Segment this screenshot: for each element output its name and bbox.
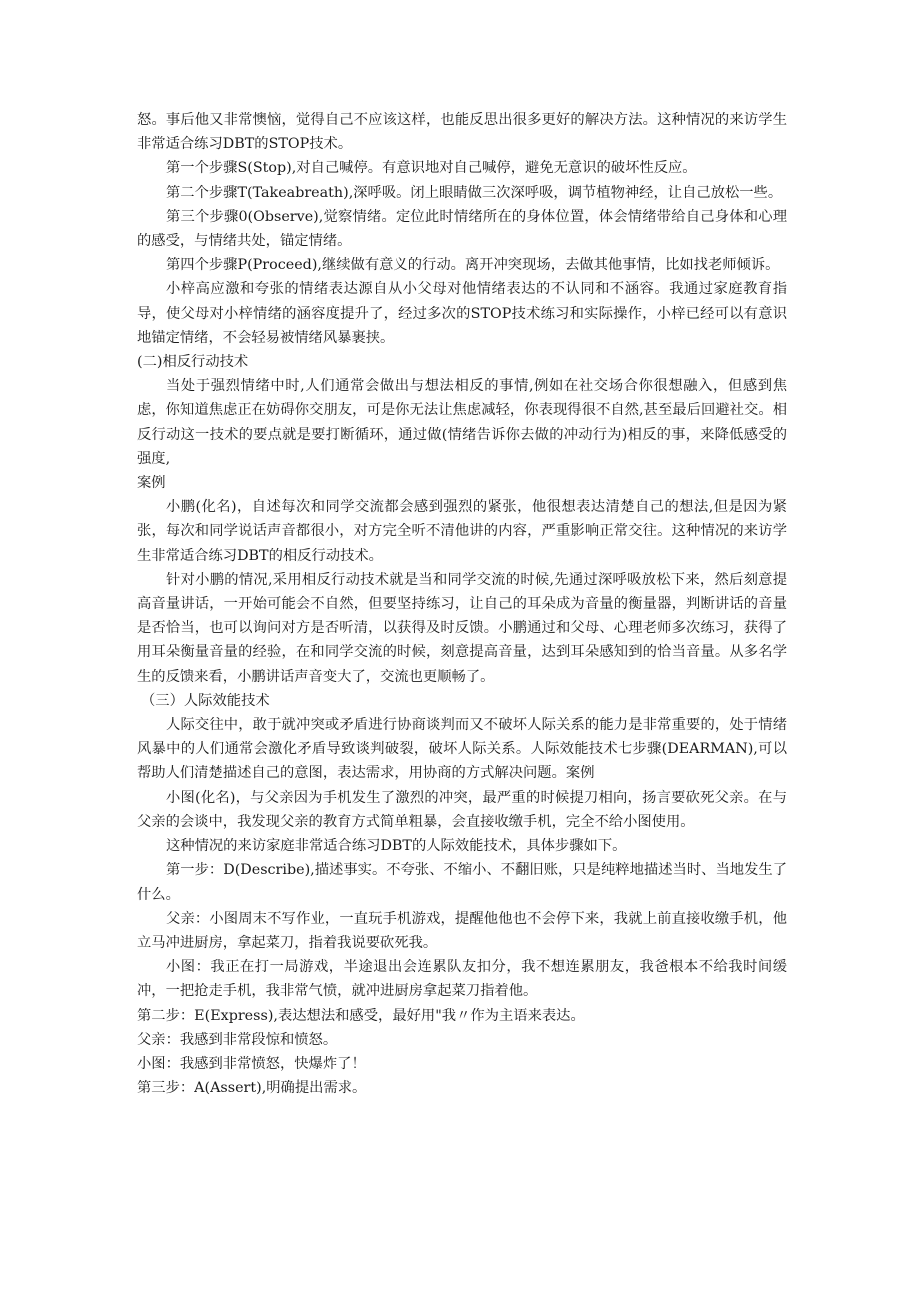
paragraph-xiaotu-express: 小图：我感到非常愤怒，快爆炸了！ — [137, 1055, 366, 1072]
paragraph-steps-lead: 这种情况的来访家庭非常适合练习DBT的人际效能技术，具体步骤如下。 — [166, 838, 627, 855]
section-heading-opposite-action: (二)相反行动技术 — [137, 354, 249, 371]
paragraph-step-express: 第二步：E(Express),表达想法和感受，最好用"我〃作为主语来表达。 — [137, 1007, 585, 1024]
paragraph-xiaopeng-case: 小鹏(化名)，自述每次和同学交流都会感到强烈的紧张，他很想表达清楚自己的想法,但是因为紧张，每次和同学说话声音都很小，对方完全听不清他讲的内容，严重影响正常交往。这种情况的来访学生非常适合练习DBT的相反行动技术。 — [137, 499, 787, 564]
paragraph-step-describe: 第一步：D(Describe),描述事实。不夸张、不缩小、不翻旧账，只是纯粹地描述当时、当地发生了什么。 — [137, 862, 787, 903]
paragraph-step-assert: 第三步：A(Assert),明确提出需求。 — [137, 1080, 367, 1097]
section-heading-interpersonal: （三）人际效能技术 — [141, 692, 270, 709]
paragraph-step-observe: 第三个步骤0(Observe),觉察情绪。定位此时情绪所在的身体位置，体会情绪带给自己身体和心理的感受，与情绪共处，锚定情绪。 — [137, 208, 787, 250]
case-label: 案例 — [137, 475, 166, 492]
paragraph-opposite-action-intro: 当处于强烈情绪中时,人们通常会做出与想法相反的事情,例如在社交场合你很想融入，但感到焦虑，你知道焦虑正在妨碍你交朋友，可是你无法让焦虑减轻，你表现得很不自然,甚至最后回避社交。相反行动这一技术的要点就是要打断循环，通过做(情绪告诉你去做的冲动行为)相反的事，来降低感受的强度, — [137, 378, 787, 467]
paragraph-step-stop: 第一个步骤S(Stop),对自己喊停。有意识地对自己喊停，避免无意识的破坏性反应。 — [166, 160, 697, 177]
paragraph-xiaopeng-practice: 针对小鹏的情况,采用相反行动技术就是当和同学交流的时候,先通过深呼吸放松下来，然后刻意提高音量讲话，一开始可能会不自然，但要坚持练习，让自己的耳朵成为音量的衡量器，判断讲话的音量是否恰当，也可以询问对方是否听清，以获得及时反馈。小鹏通过和父母、心理老师多次练习，获得了用耳朵衡量音量的经验，在和同学交流的时候，刻意提高音量，达到耳朵感知到的恰当音量。从多名学生的反馈来看，小鹏讲话声音变大了，交流也更顺畅了。 — [137, 571, 787, 685]
document-page — [137, 108, 787, 1100]
paragraph-father-describe: 父亲：小图周末不写作业，一直玩手机游戏，提醒他他也不会停下来，我就上前直接收缴手机，他立马冲进厨房，拿起菜刀，指着我说要砍死我。 — [137, 910, 787, 951]
paragraph-step-proceed: 第四个步骤P(Proceed),继续做有意义的行动。离开冲突现场，去做其他事情，比如找老师倾诉。 — [166, 257, 780, 274]
paragraph-xiaotu-case: 小图(化名)，与父亲因为手机发生了激烈的冲突，最严重的时候提刀相向，扬言要砍死父亲。在与父亲的会谈中，我发现父亲的教育方式简单粗暴，会直接收缴手机，完全不给小图使用。 — [137, 789, 787, 830]
paragraph-stop-intro-end: 怒。事后他又非常懊恼，觉得自己不应该这样，也能反思出很多更好的解决方法。这种情况的来访学生非常适合练习DBT的STOP技术。 — [137, 112, 787, 153]
paragraph-interpersonal-intro: 人际交往中，敢于就冲突或矛盾进行协商谈判而又不破坏人际关系的能力是非常重要的，处于情绪风暴中的人们通常会激化矛盾导致谈判破裂，破坏人际关系。人际效能技术七步骤(DEARMAN),可以帮助人们清楚描述自己的意图，表达需求，用协商的方式解决问题。案例 — [137, 717, 787, 782]
paragraph-step-breath: 第二个步骤T(Takeabreath),深呼吸。闭上眼睛做三次深呼吸，调节植物神经，让自己放松一些。 — [166, 184, 783, 201]
paragraph-xiaozi-summary: 小梓高应激和夸张的情绪表达源自从小父母对他情绪表达的不认同和不涵容。我通过家庭教育指导，使父母对小梓情绪的涵容度提升了，经过多次的STOP技术练习和实际操作，小梓已经可以有意识地锚定情绪，不会轻易被情绪风暴裹挟。 — [137, 281, 787, 346]
paragraph-father-express: 父亲：我感到非常段惊和愤怒。 — [137, 1031, 338, 1048]
paragraph-xiaotu-describe: 小图：我正在打一局游戏，半途退出会连累队友扣分，我不想连累朋友，我爸根本不给我时间缓冲，一把抢走手机，我非常气愤，就冲进厨房拿起菜刀指着他。 — [137, 959, 787, 1000]
